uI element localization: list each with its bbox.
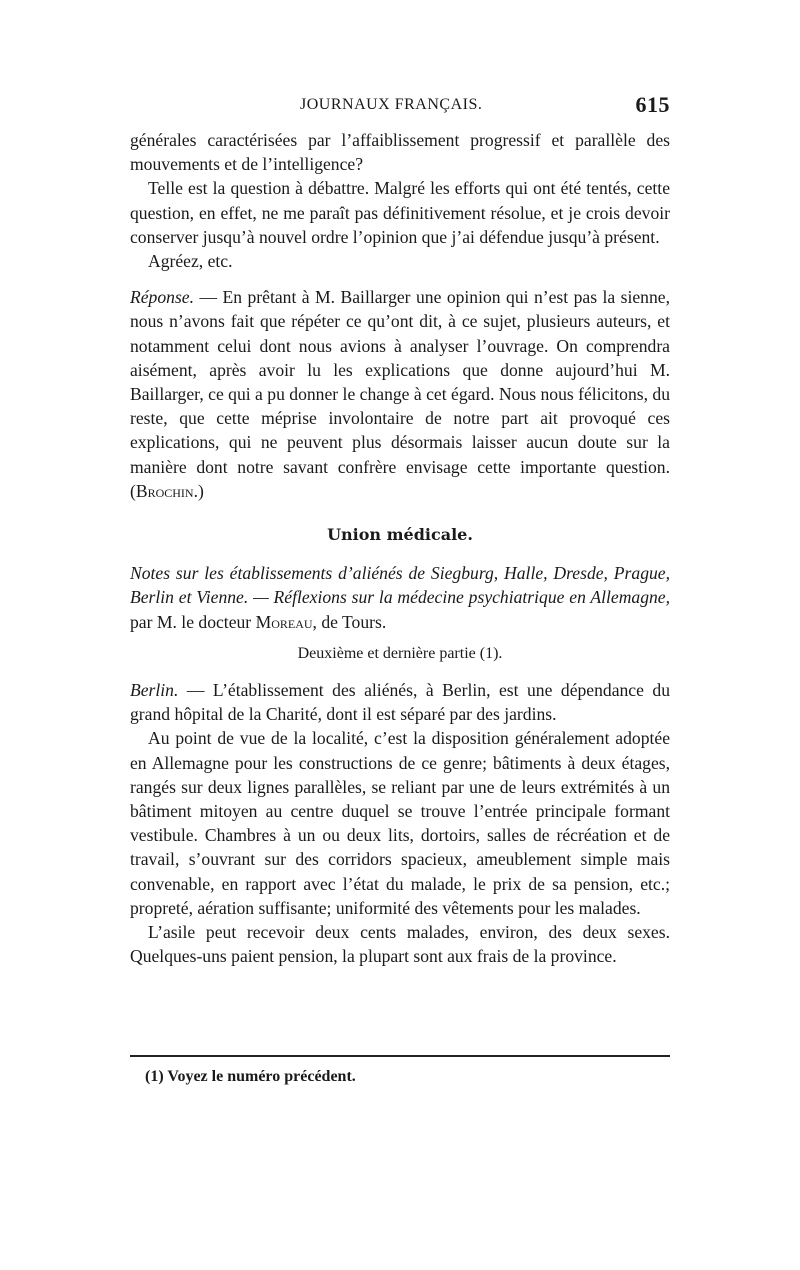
- paragraph: Telle est la question à débattre. Malgré les efforts qui ont été tentés, cette question, en effet, ne me paraît pas définitivement résolue, et je crois devoir conserver jusqu’à nouvel ordre l’opinion que j’ai défendue jusqu’à présent.: [130, 178, 670, 247]
- footnote: (1) Voyez le numéro précédent.: [145, 1068, 356, 1085]
- paragraph: Agréez, etc.: [148, 251, 233, 272]
- page-number: 615: [635, 92, 670, 117]
- reponse-label: Réponse.: [130, 287, 195, 308]
- reponse-text: — En prêtant à M. Baillarger une opinion qui n’est pas la sienne, nous n’avons fait que répéter ce qu’ont dit, à ce sujet, plusieurs auteurs, et notamment celui dont nous avions à analyser l’ouvrage. On comprendra aisément, après avoir lu les explications que donne aujourd’hui M. Baillarger, ce qui a pu donner le change à cet égard. Nous nous félicitons, du reste, que cette méprise involontaire de notre part ait provoqué ces explications, qui ne peuvent plus désormais laisser aucun doute sur la manière dont notre savant confrère envisage cette importante question. (: [130, 287, 670, 501]
- header-title: JOURNAUX FRANÇAIS.: [300, 96, 483, 113]
- running-header: [130, 92, 670, 122]
- reponse-end: .): [193, 480, 204, 501]
- berlin-label: Berlin.: [130, 680, 179, 701]
- article-title: Notes sur les établissements d’aliénés de Siegburg, Halle, Dresde, Prague, Berlin et Vienne. — Réflexions sur la médecine psychiatrique en Allemagne,: [130, 563, 670, 608]
- paragraph: générales caractérisées par l’affaiblissement progressif et parallèle des mouvements et de l’intelligence?: [130, 130, 670, 175]
- berlin-paragraph: [130, 678, 670, 726]
- reponse-paragraph: [130, 285, 670, 503]
- article-author: Moreau: [255, 611, 313, 632]
- paragraph: Au point de vue de la localité, c’est la disposition généralement adoptée en Allemagne pour les constructions de ce genre; bâtiments à deux étages, rangés sur deux lignes parallèles, se reliant par une de leurs extrémités à un bâtiment mitoyen au centre duquel se trouve l’entrée principale formant vestibule. Chambres à un ou deux lits, dortoirs, salles de récréation et de travail, s’ouvrant sur des corridors spacieux, ameublement simple mais convenable, en rapport avec l’état du malade, le prix de sa pension, etc.; propreté, aération suffisante; uniformité des vêtements pour les malades.: [130, 728, 670, 918]
- berlin-text: — L’établissement des aliénés, à Berlin, est une dépendance du grand hôpital de la Charité, dont il est séparé par des jardins.: [130, 680, 670, 725]
- paragraph: L’asile peut recevoir deux cents malades, environ, des deux sexes. Quelques-uns paient pension, la plupart sont aux frais de la province.: [130, 922, 670, 967]
- article-location: , de Tours.: [312, 611, 387, 632]
- section-title: Union médicale.: [327, 525, 473, 545]
- main-text: [130, 128, 670, 969]
- article-heading: [130, 561, 670, 634]
- footnote-rule: [130, 1055, 670, 1057]
- article-byline: par M. le docteur: [130, 611, 256, 632]
- article-subtitle: Deuxième et dernière partie (1).: [297, 644, 503, 662]
- reponse-author: Brochin: [135, 480, 194, 501]
